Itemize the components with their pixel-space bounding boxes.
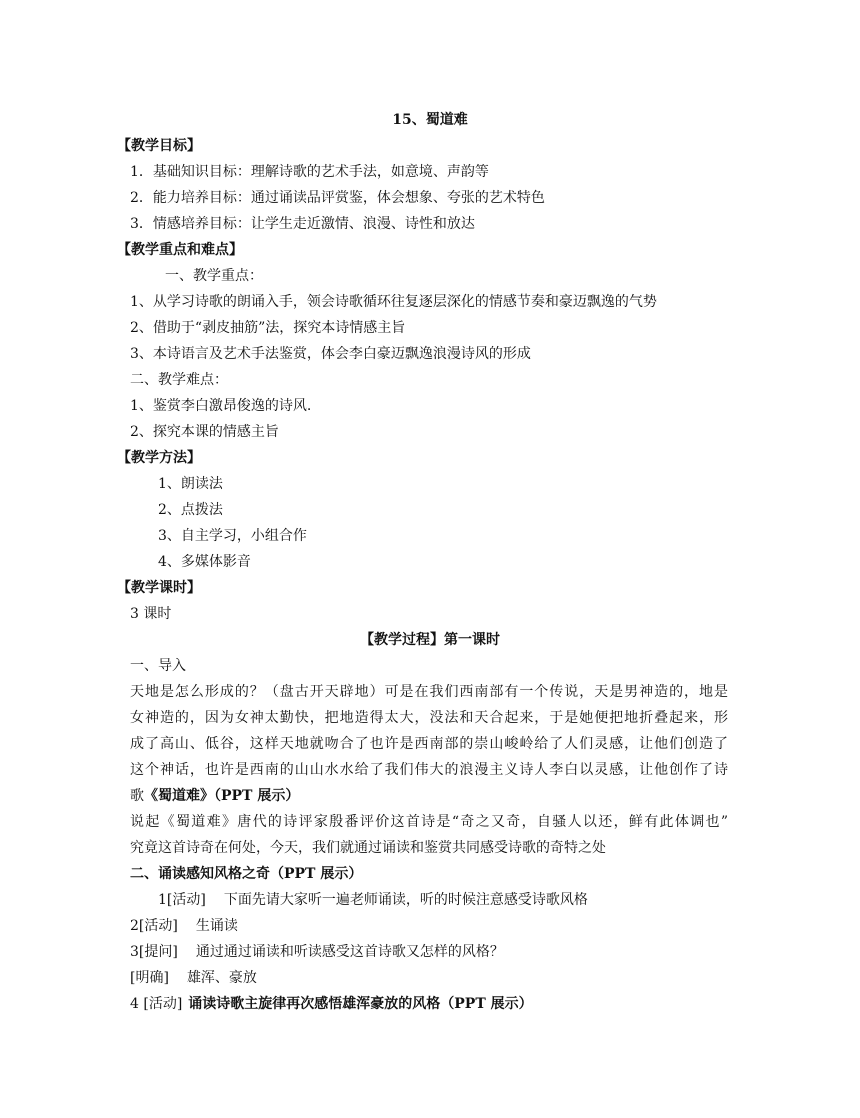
- goals-heading: 【教学目标】: [117, 138, 201, 154]
- intro-line: 女神造的，因为女神太勤快，把地造得太大，没法和天合起来，于是她便把地折叠起来，形: [130, 710, 728, 726]
- step-tag: [明确]: [130, 970, 169, 986]
- goal-item: 1．基础知识目标：理解诗歌的艺术手法，如意境、声韵等: [130, 164, 489, 180]
- method-item: 1、朗读法: [158, 476, 223, 492]
- step-row: [130, 968, 257, 988]
- step-text: 生诵读: [195, 918, 238, 934]
- quote-line: 究竟这首诗奇在何处，今天，我们就通过诵读和鉴赏共同感受诗歌的奇特之处: [130, 840, 606, 856]
- quote-line: 说起《蜀道难》唐代的诗评家殷番评价这首诗是“奇之又奇，自骚人以还，鲜有此体调也”: [130, 814, 728, 830]
- goal-item: 2．能力培养目标：通过诵读品评赏鉴，体会想象、夸张的艺术特色: [130, 190, 545, 206]
- section-2-title: 二、诵读感知风格之奇（PPT 展示）: [130, 866, 363, 882]
- methods-heading: 【教学方法】: [117, 450, 201, 466]
- method-item: 4、多媒体影音: [158, 554, 251, 570]
- poem-title-ppt: 《蜀道难》（PPT 展示）: [144, 788, 300, 804]
- intro-line: 成了高山、低谷，这样天地就吻合了也许是西南部的崇山峻岭给了人们灵感，让他们创造了: [130, 736, 728, 752]
- process-heading: 【教学过程】第一课时: [360, 632, 500, 648]
- step-text: 雄浑、豪放: [186, 970, 257, 986]
- goal-item: 3．情感培养目标：让学生走近激情、浪漫、诗性和放达: [130, 216, 475, 232]
- step-row: [130, 916, 238, 936]
- intro-line: 这个神话，也许是西南的山山水水给了我们伟大的浪漫主义诗人李白以灵感，让他创作了诗: [130, 762, 728, 778]
- focus-item: 3、本诗语言及艺术手法鉴赏，体会李白豪迈飘逸浪漫诗风的形成: [130, 346, 531, 362]
- difficulty-title: 二、教学难点：: [130, 372, 228, 388]
- difficulty-item: 2、探究本课的情感主旨: [130, 424, 279, 440]
- intro-line: 天地是怎么形成的？（盘古开天辟地）可是在我们西南部有一个传说，天是男神造的，地是: [130, 684, 728, 700]
- difficulty-item: 1、鉴赏李白激昂俊逸的诗风.: [130, 398, 312, 414]
- lesson-title: 15、蜀道难: [392, 112, 468, 128]
- step-text: 诵读诗歌主旋律再次感悟雄浑豪放的风格（PPT 展示）: [188, 996, 533, 1012]
- focus-item: 2、借助于“剥皮抽筋”法，探究本诗情感主旨: [130, 320, 406, 336]
- method-item: 2、点拨法: [158, 502, 223, 518]
- hours-value: 3 课时: [130, 606, 172, 622]
- key-points-heading: 【教学重点和难点】: [117, 242, 243, 258]
- step-tag: 4 [活动]: [130, 996, 183, 1012]
- intro-last-line: [130, 786, 299, 806]
- focus-title: 一、教学重点：: [165, 268, 263, 284]
- step-row: [130, 994, 533, 1014]
- step-row: [158, 890, 588, 910]
- step-text: 下面先请大家听一遍老师诵读，听的时候注意感受诗歌风格: [223, 892, 588, 908]
- step-row: [130, 942, 504, 962]
- intro-last-prefix: 歌: [130, 788, 144, 804]
- method-item: 3、自主学习，小组合作: [158, 528, 307, 544]
- step-tag: 1[活动]: [158, 892, 206, 908]
- focus-item: 1、从学习诗歌的朗诵入手，领会诗歌循环往复逐层深化的情感节奏和豪迈飘逸的气势: [130, 294, 657, 310]
- intro-title: 一、导入: [130, 658, 186, 674]
- step-tag: 2[活动]: [130, 918, 178, 934]
- hours-heading: 【教学课时】: [117, 580, 201, 596]
- step-text: 通过通过诵读和听读感受这首诗歌又怎样的风格？: [195, 944, 504, 960]
- step-tag: 3[提问]: [130, 944, 178, 960]
